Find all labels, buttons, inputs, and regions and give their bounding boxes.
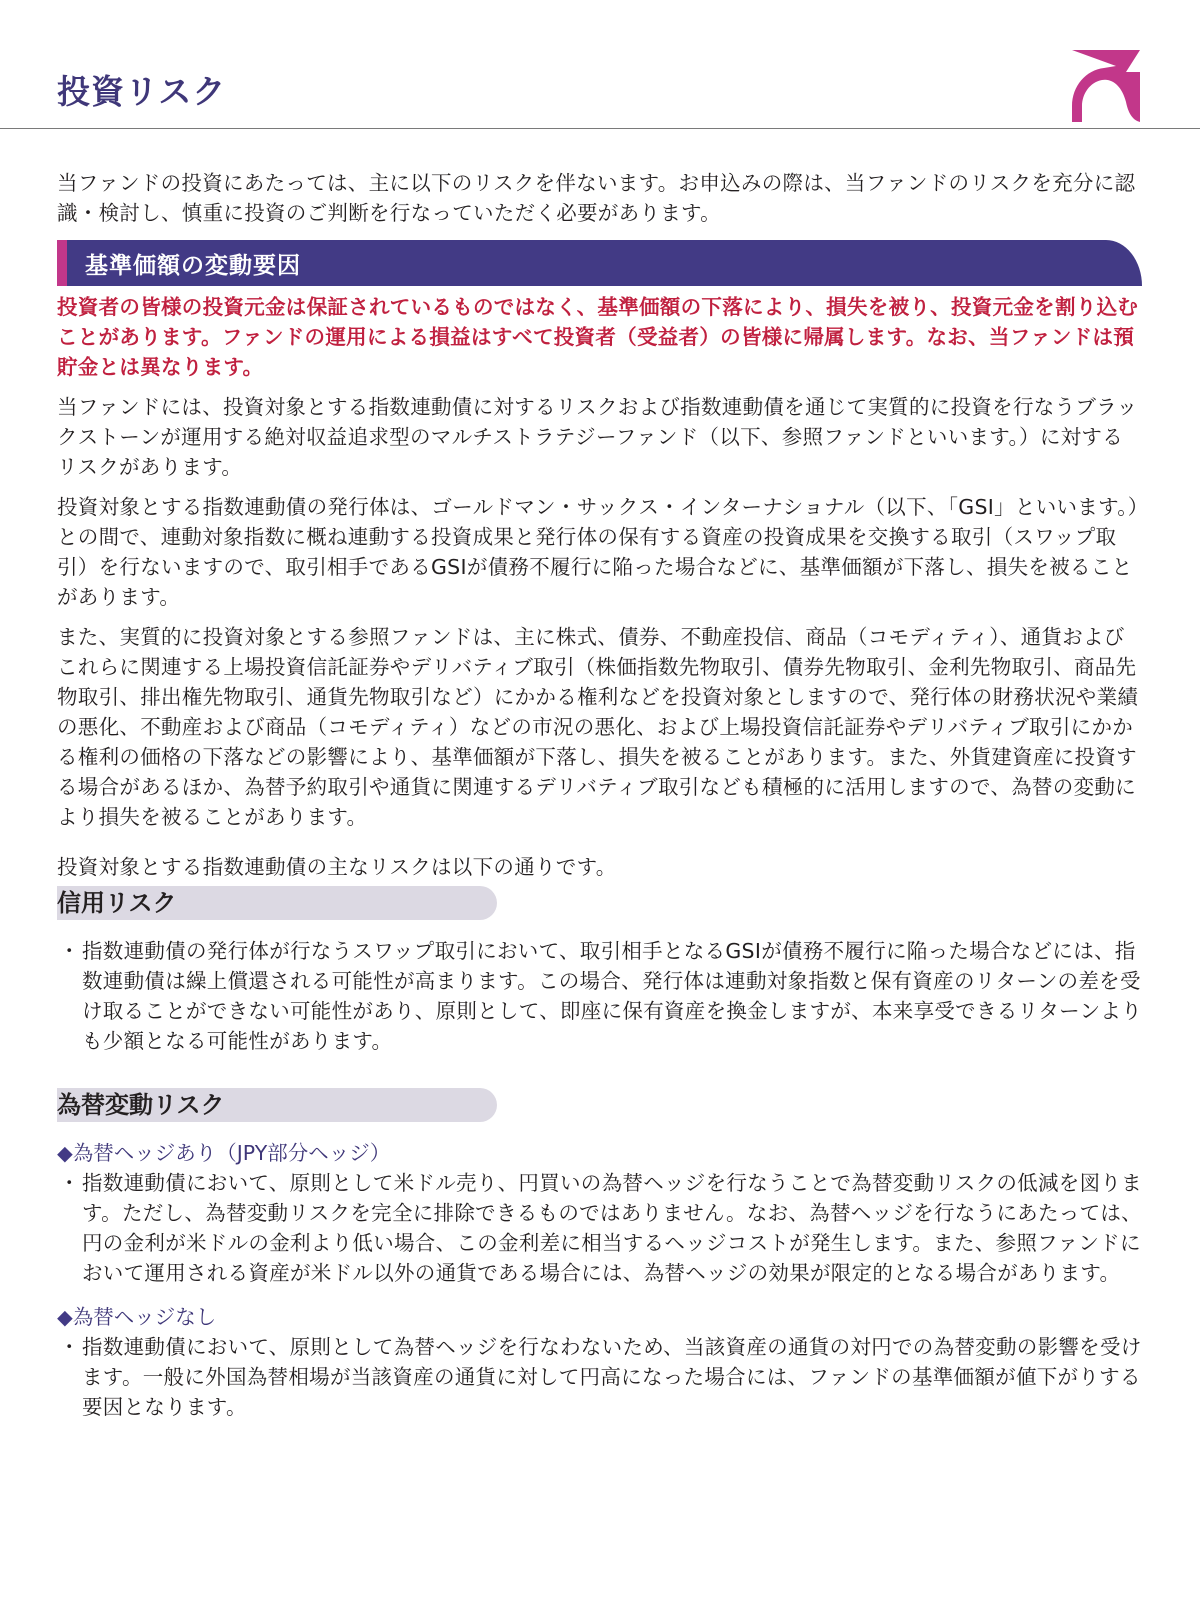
page-header: [0, 0, 1200, 129]
page-title: 投資リスク: [57, 72, 227, 111]
bullet-dot: ・: [59, 1171, 80, 1195]
upward-arrow-logo-icon: [1072, 50, 1140, 122]
unhedged-heading-label: 為替ヘッジなし: [72, 1305, 217, 1329]
paragraph-investment-targets: また、実質的に投資対象とする参照ファンドは、主に株式、債券、不動産投信、商品（コモディティ）、通貨およびこれらに関連する上場投資信託証券やデリバティブ取引（株価指数先物取引、債券先物取引、金利先物取引、商品先物取引、排出権先物取引、通貨先物取引など）にかかる権利などを投資対象としますので、発行体の財務状況や業績の悪化、不動産および商品（コモディティ）などの市況の悪化、および上場投資信託証券やデリバティブ取引にかかる権利の価格の下落などの影響により、基準価額が下落し、損失を被ることがあります。また、外貨建資産に投資する場合があるほか、為替予約取引や通貨に関連するデリバティブ取引なども積極的に活用しますので、為替の変動により損失を被ることがあります。: [57, 625, 1139, 829]
section-header: [57, 240, 1142, 286]
bullet-dot: ・: [59, 939, 80, 963]
diamond-icon: ◆: [57, 1141, 73, 1165]
credit-risk-item: [57, 936, 1142, 1056]
unhedged-text: 指数連動債において、原則として為替ヘッジを行なわないため、当該資産の通貨の対円での為替変動の影響を受けます。一般に外国為替相場が当該資産の通貨に対して円高になった場合には、ファンドの基準価額が値下がりする要因となります。: [82, 1335, 1142, 1419]
paragraph-reference-fund: 当ファンドには、投資対象とする指数連動債に対するリスクおよび指数連動債を通じて実質的に投資を行なうブラックストーンが運用する絶対収益追求型のマルチストラテジーファンド（以下、参照ファンドといいます。）に対するリスクがあります。: [57, 395, 1138, 479]
section-accent: [57, 240, 67, 286]
fx-risk-heading: 為替変動リスク: [57, 1088, 497, 1122]
hedged-heading-label: 為替ヘッジあり（JPY部分ヘッジ）: [72, 1141, 391, 1165]
unhedged-heading: [57, 1302, 1142, 1332]
unhedged-item: [57, 1332, 1142, 1422]
bullet-dot: ・: [59, 1335, 80, 1359]
paragraph-issuer: 投資対象とする指数連動債の発行体は、ゴールドマン・サックス・インターナショナル（以下、「GSI」といいます。）との間で、連動対象指数に概ね連動する投資成果と発行体の保有する資産の投資成果を交換する取引（スワップ取引）を行ないますので、取引相手であるGSIが債務不履行に陥った場合などに、基準価額が下落し、損失を被ることがあります。: [57, 495, 1139, 609]
diamond-icon: ◆: [57, 1305, 73, 1329]
section-title: 基準価額の変動要因: [85, 253, 301, 279]
hedged-heading: [57, 1138, 1142, 1168]
credit-risk-text: 指数連動債の発行体が行なうスワップ取引において、取引相手となるGSIが債務不履行に陥った場合などには、指数連動債は繰上償還される可能性が高まります。この場合、発行体は連動対象指数と保有資産のリターンの差を受け取ることができない可能性があり、原則として、即座に保有資産を換金しますが、本来享受できるリターンよりも少額となる可能性があります。: [82, 939, 1142, 1053]
hedged-item: [57, 1168, 1142, 1288]
credit-risk-heading: 信用リスク: [57, 886, 497, 920]
hedged-text: 指数連動債において、原則として米ドル売り、円買いの為替ヘッジを行なうことで為替変動リスクの低減を図ります。ただし、為替変動リスクを完全に排除できるものではありません。なお、為替ヘッジを行なうにあたっては、円の金利が米ドルの金利より低い場合、この金利差に相当するヘッジコストが発生します。また、参照ファンドにおいて運用される資産が米ドル以外の通貨である場合には、為替ヘッジの効果が限定的となる場合があります。: [82, 1171, 1142, 1285]
paragraph-main-risks: 投資対象とする指数連動債の主なリスクは以下の通りです。: [57, 855, 617, 879]
intro-text: 当ファンドの投資にあたっては、主に以下のリスクを伴ないます。お申込みの際は、当ファンドのリスクを充分に認識・検討し、慎重に投資のご判断を行なっていただく必要があります。: [57, 171, 1136, 225]
principal-warning: 投資者の皆様の投資元金は保証されているものではなく、基準価額の下落により、損失を被り、投資元金を割り込むことがあります。ファンドの運用による損益はすべて投資者（受益者）の皆様に帰属します。なお、当ファンドは預貯金とは異なります。: [57, 295, 1139, 379]
main-content: [57, 168, 1142, 1422]
